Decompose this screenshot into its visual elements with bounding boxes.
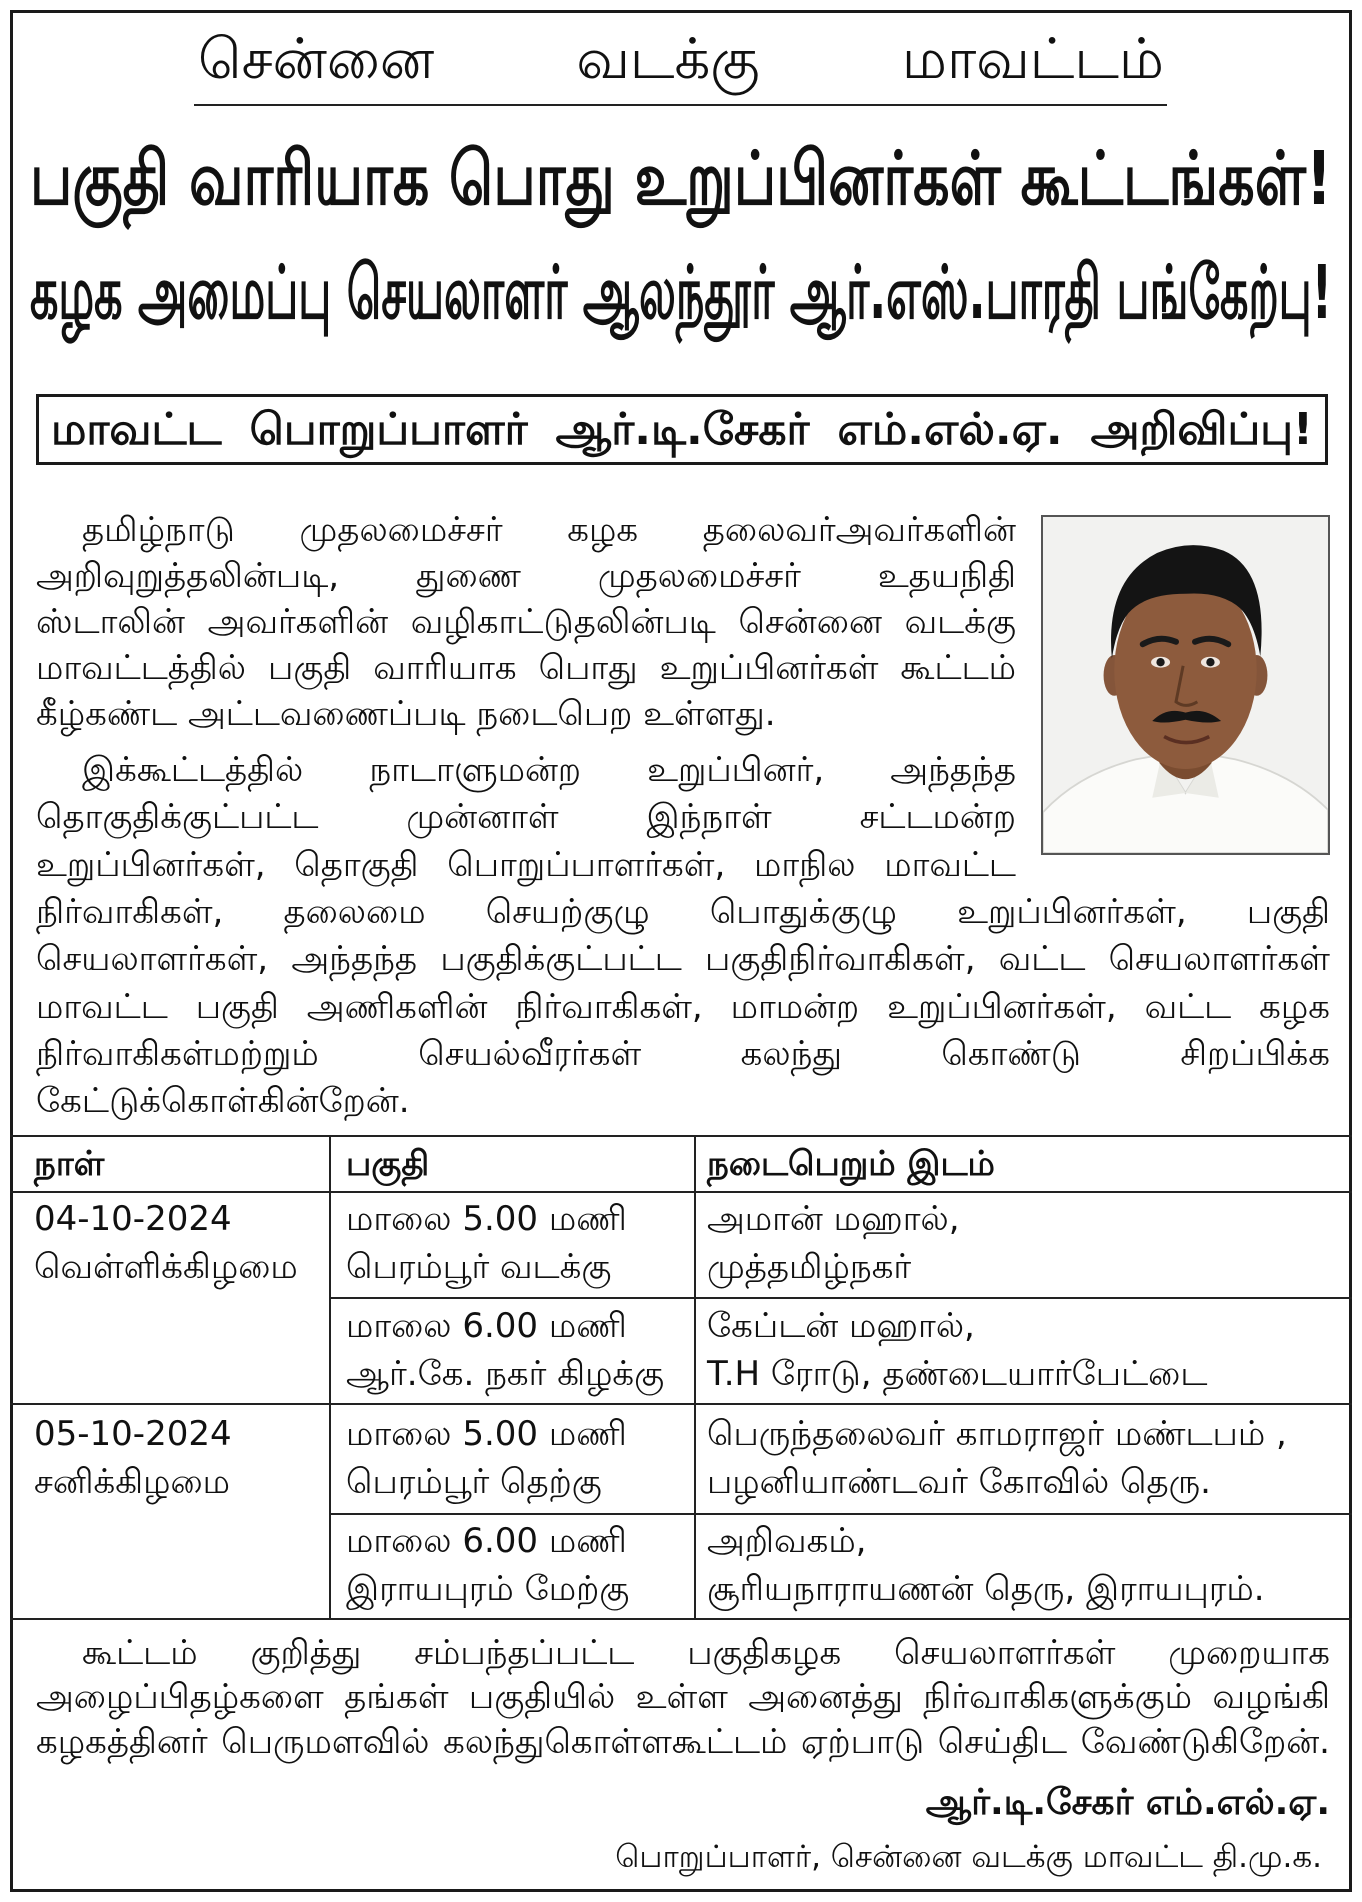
district-title: சென்னை வடக்கு மாவட்டம் bbox=[198, 27, 1164, 92]
table-line bbox=[10, 1403, 1352, 1405]
table-line bbox=[694, 1135, 696, 1620]
paragraph-line: கீழ்கண்ட அட்டவணைப்படி நடைபெற உள்ளது. bbox=[36, 694, 776, 734]
paragraph-line: இக்கூட்டத்தில் நாடாளுமன்ற உறுப்பினர், அந்தந்த bbox=[82, 750, 1016, 790]
announcement-text: மாவட்ட பொறுப்பாளர் ஆர்.டி.சேகர் எம்.எல்.ஏ. அறிவிப்பு! bbox=[51, 404, 1313, 455]
meeting-weekday: சனிக்கிழமை bbox=[34, 1462, 230, 1502]
portrait-photo bbox=[1041, 515, 1330, 855]
meeting-weekday: வெள்ளிக்கிழமை bbox=[34, 1247, 298, 1287]
paragraph-line: மாவட்ட பகுதி அணிகளின் நிர்வாகிகள், மாமன்ற உறுப்பினர்கள், வட்ட கழக bbox=[36, 987, 1330, 1027]
meeting-address: சூரியநாராயணன் தெரு, இராயபுரம். bbox=[707, 1569, 1265, 1609]
meeting-date: 04-10-2024 bbox=[34, 1199, 232, 1239]
meeting-date: 05-10-2024 bbox=[34, 1414, 232, 1454]
closing-line: அழைப்பிதழ்களை தங்கள் பகுதியில் உள்ள அனைத்து நிர்வாகிகளுக்கும் வழங்கி bbox=[36, 1677, 1330, 1717]
title-underline bbox=[194, 104, 1167, 106]
meeting-address: T.H ரோடு, தண்டையார்பேட்டை bbox=[707, 1354, 1208, 1394]
signatory-designation: பொறுப்பாளர், சென்னை வடக்கு மாவட்ட தி.மு.க. bbox=[615, 1839, 1322, 1875]
table-line bbox=[330, 1297, 1352, 1299]
table-header-area: பகுதி bbox=[346, 1144, 430, 1184]
table-line bbox=[10, 1618, 1352, 1620]
table-line bbox=[10, 1191, 1352, 1193]
paragraph-line: மாவட்டத்தில் பகுதி வாரியாக பொது உறுப்பினர்கள் கூட்டம் bbox=[36, 648, 1016, 688]
closing-line: கழகத்தினர் பெருமளவில் கலந்துகொள்ளகூட்டம் ஏற்பாடு செய்திட வேண்டுகிறேன். bbox=[36, 1722, 1330, 1762]
table-line bbox=[329, 1135, 331, 1620]
signatory-name: ஆர்.டி.சேகர் எம்.எல்.ஏ. bbox=[925, 1782, 1330, 1823]
paragraph-line: நிர்வாகிகள், தலைமை செயற்குழு பொதுக்குழு உறுப்பினர்கள், பகுதி bbox=[36, 892, 1330, 932]
paragraph-line: தொகுதிக்குட்பட்ட முன்னாள் இந்நாள் சட்டமன்ற bbox=[36, 797, 1016, 837]
paragraph-line: தமிழ்நாடு முதலமைச்சர் கழக தலைவர்அவர்களின் bbox=[82, 510, 1016, 550]
subheadline: கழக அமைப்பு செயலாளர் ஆலந்தூர் ஆர்.எஸ்.பாரதி பங்கேற்பு! bbox=[30, 250, 1332, 336]
meeting-area: பெரம்பூர் வடக்கு bbox=[346, 1247, 612, 1287]
meeting-venue: அறிவகம், bbox=[707, 1521, 867, 1561]
meeting-venue: அமான் மஹால், bbox=[707, 1199, 960, 1239]
meeting-time: மாலை 6.00 மணி bbox=[346, 1306, 627, 1346]
table-line bbox=[330, 1513, 1352, 1515]
table-header-date: நாள் bbox=[34, 1144, 105, 1184]
meeting-venue: கேப்டன் மஹால், bbox=[707, 1306, 975, 1346]
meeting-time: மாலை 6.00 மணி bbox=[346, 1521, 627, 1561]
paragraph-line: உறுப்பினர்கள், தொகுதி பொறுப்பாளர்கள், மாநில மாவட்ட bbox=[36, 845, 1016, 885]
meeting-time: மாலை 5.00 மணி bbox=[346, 1414, 627, 1454]
meeting-venue: பெருந்தலைவர் காமராஜர் மண்டபம் , bbox=[707, 1414, 1287, 1454]
table-line bbox=[10, 1135, 1352, 1137]
table-header-venue: நடைபெறும் இடம் bbox=[707, 1144, 995, 1184]
headline: பகுதி வாரியாக பொது உறுப்பினர்கள் கூட்டங்கள்! bbox=[30, 136, 1332, 222]
paragraph-line: அறிவுறுத்தலின்படி, துணை முதலமைச்சர் உதயநிதி bbox=[36, 556, 1016, 596]
portrait-image bbox=[1043, 517, 1328, 853]
meeting-address: முத்தமிழ்நகர் bbox=[707, 1247, 912, 1287]
paragraph-line: நிர்வாகிகள்மற்றும் செயல்வீரர்கள் கலந்து கொண்டு சிறப்பிக்க bbox=[36, 1034, 1330, 1074]
paragraph-line: செயலாளர்கள், அந்தந்த பகுதிக்குட்பட்ட பகுதிநிர்வாகிகள், வட்ட செயலாளர்கள் bbox=[36, 939, 1330, 979]
meeting-area: பெரம்பூர் தெற்கு bbox=[346, 1462, 602, 1502]
meeting-address: பழனியாண்டவர் கோவில் தெரு. bbox=[707, 1462, 1211, 1502]
meeting-time: மாலை 5.00 மணி bbox=[346, 1199, 627, 1239]
closing-line: கூட்டம் குறித்து சம்பந்தப்பட்ட பகுதிகழக செயலாளர்கள் முறையாக bbox=[82, 1633, 1330, 1673]
meeting-area: இராயபுரம் மேற்கு bbox=[346, 1569, 630, 1609]
paragraph-line: கேட்டுக்கொள்கின்றேன். bbox=[36, 1081, 410, 1121]
meeting-area: ஆர்.கே. நகர் கிழக்கு bbox=[346, 1354, 665, 1394]
paragraph-line: ஸ்டாலின் அவர்களின் வழிகாட்டுதலின்படி சென்னை வடக்கு bbox=[36, 602, 1016, 642]
